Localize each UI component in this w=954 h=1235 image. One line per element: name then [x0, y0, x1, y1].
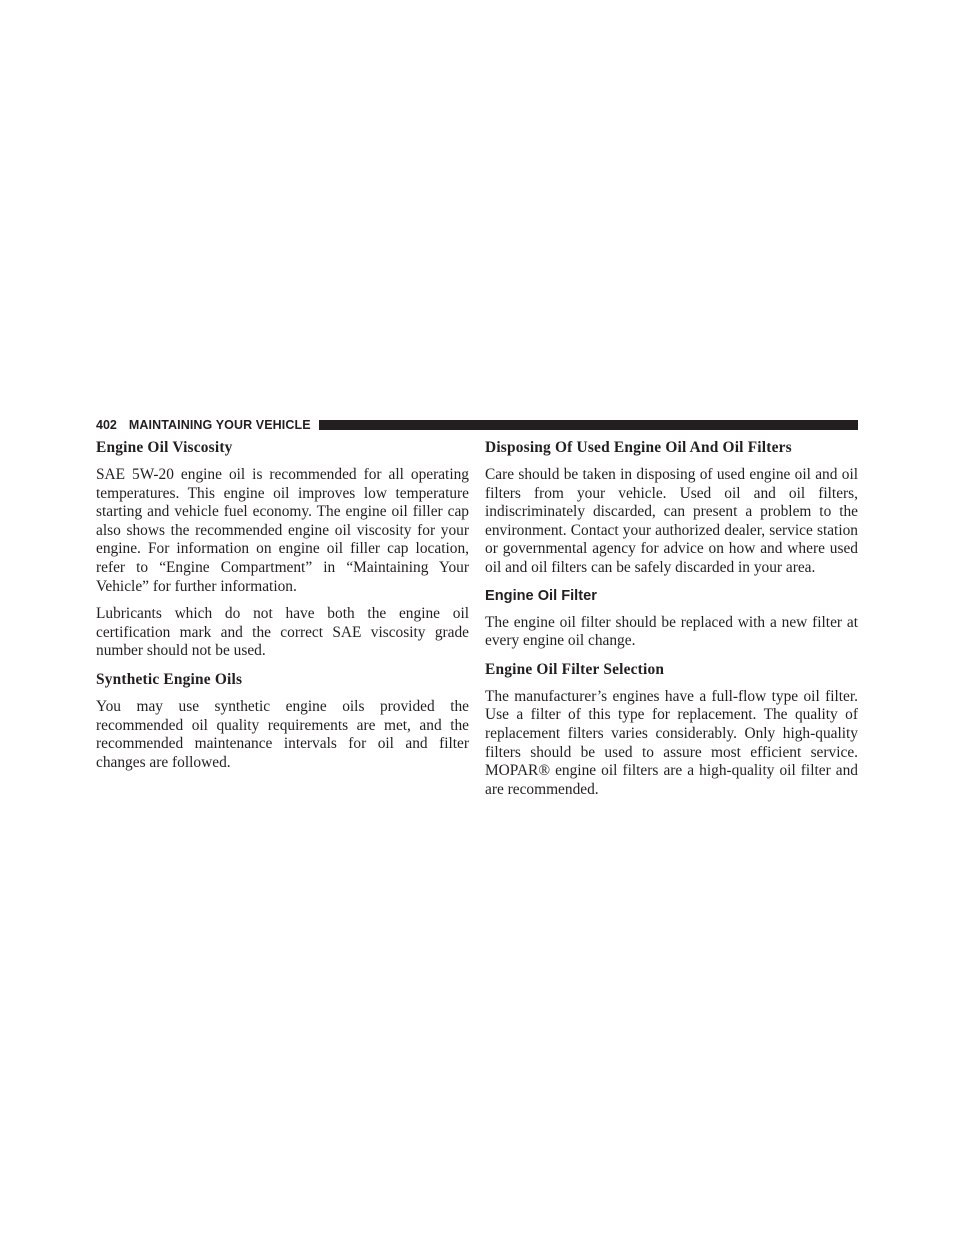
heading-synthetic-engine-oils: Synthetic Engine Oils [96, 670, 243, 688]
viscosity-paragraph-1: SAE 5W-20 engine oil is recommended for all operating temperatures. This engine oil improves low temperature starting and vehicle fuel economy. The engine oil filler cap also shows the recommended engine oil viscosity for your engine. For information on engine oil filler cap location, refer to “Engine Compartment” in “Maintaining Your Vehicle” for further information. [96, 466, 469, 595]
running-section-title: MAINTAINING YOUR VEHICLE [128, 418, 311, 432]
left-column [96, 438, 469, 781]
viscosity-paragraph-2: Lubricants which do not have both the engine oil certification mark and the correct SAE viscosity grade number should not be used. [96, 605, 469, 660]
heading-engine-oil-viscosity: Engine Oil Viscosity [96, 439, 233, 456]
page-number: 402 [96, 418, 117, 432]
header-rule-bar [319, 420, 858, 430]
synthetic-paragraph: You may use synthetic engine oils provided the recommended oil quality requirements are met, and the recommended maintenance intervals for oil and filter changes are followed. [96, 697, 469, 771]
heading-engine-oil-filter-selection: Engine Oil Filter Selection [485, 660, 665, 678]
disposing-paragraph: Care should be taken in disposing of used engine oil and oil filters from your vehicle. Used oil and oil filters, indiscriminately discarded, can present a problem to the environment. Contact your authorized dealer, service station or governmental agency for advice on how and where used oil and oil filters can be safely discarded in your area. [485, 466, 858, 576]
filter-selection-paragraph: The manufacturer’s engines have a full-flow type oil filter. Use a filter of this type for replacement. The quality of replacement filters varies considerably. Only high-quality filters should be used to assure most efficient service. MOPAR® engine oil filters are a high-quality oil filter and are recommended. [485, 687, 858, 798]
filter-paragraph: The engine oil filter should be replaced with a new filter at every engine oil change. [485, 613, 858, 650]
right-column [485, 438, 858, 808]
heading-disposing-used-oil: Disposing Of Used Engine Oil And Oil Filters [485, 439, 792, 456]
page-header [96, 416, 858, 434]
heading-engine-oil-filter: Engine Oil Filter [485, 587, 597, 604]
